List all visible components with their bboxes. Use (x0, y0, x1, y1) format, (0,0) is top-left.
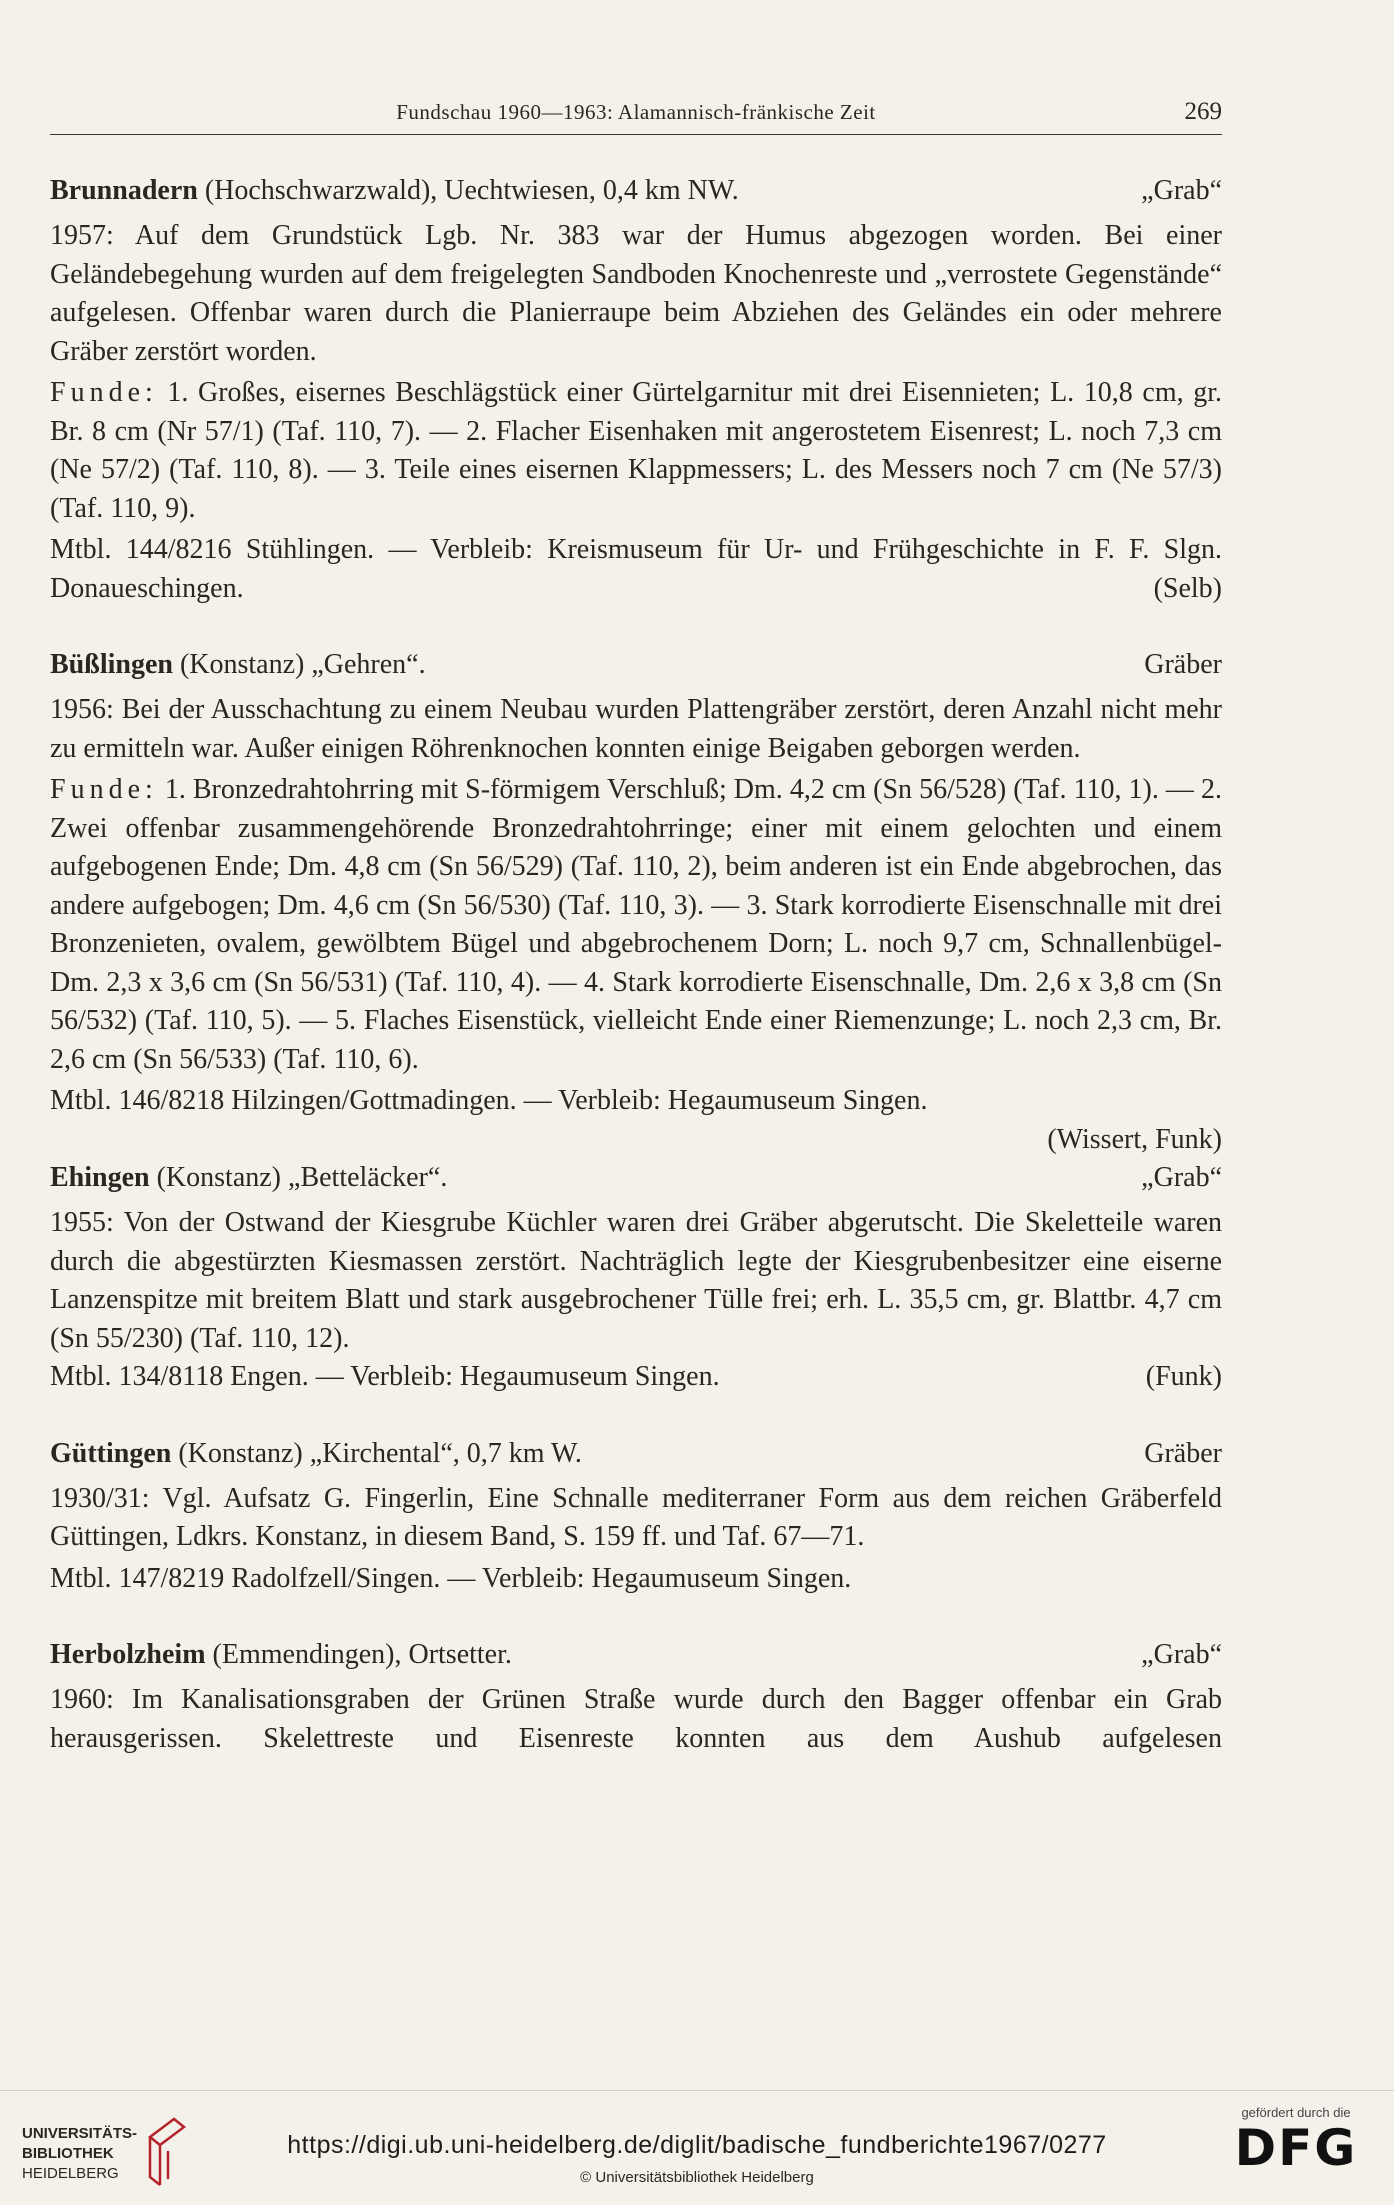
finds-label: Funde: (50, 377, 158, 408)
site-name: Güttingen (50, 1437, 172, 1469)
find-type: Gräber (1144, 1437, 1222, 1469)
finds-text: 1. Bronzedrahtohrring mit S-förmigem Verschluß; Dm. 4,2 cm (Sn 56/528) (Taf. 110, 1). — 2. Zwei offenbar zusammengehörende Bronzedrahtohrringe; einer mit einem gelochten und einem aufgebogenen Ende; Dm. 4,8 cm (Sn 56/529) (Taf. 110, 2), beim anderen ist ein Ende abgebrochen, das andere aufgebogen; Dm. 4,6 cm (Sn 56/530) (Taf. 110, 3). — 3. Stark korrodierte Eisenschnalle mit drei Bronzenieten, ovalem, gewölbtem Bügel und abgebrochenem Dorn; L. noch 9,7 cm, Schnallenbügel-Dm. 2,3 x 3,6 cm (Sn 56/531) (Taf. 110, 4). — 4. Stark korrodierte Eisenschnalle, Dm. 2,6 x 3,8 cm (Sn 56/532) (Taf. 110, 5). — 5. Flaches Eisenstück, vielleicht Ende einer Riemenzunge; L. noch 2,3 cm, Br. 2,6 cm (Sn 56/533) (Taf. 110, 6). (50, 774, 1222, 1075)
running-head (50, 98, 1222, 135)
permalink-url[interactable]: https://digi.ub.uni-heidelberg.de/diglit/badische_fundberichte1967/0277 (287, 2131, 1107, 2159)
author: (Selb) (1153, 572, 1222, 604)
site-entry-buesslingen (50, 646, 1222, 1159)
library-name-line1: UNIVERSITÄTS- (22, 2125, 138, 2142)
digitization-footer (0, 2090, 1394, 2205)
finds-label: Funde: (50, 774, 158, 805)
author: (Funk) (1145, 1361, 1222, 1392)
author: (Wissert, Funk) (1047, 1123, 1222, 1155)
site-locality: (Emmendingen), Ortsetter. (205, 1639, 512, 1670)
find-type: Gräber (1144, 649, 1222, 680)
site-entry-brunnadern (50, 172, 1222, 608)
find-type: „Grab“ (1141, 1162, 1222, 1193)
map-sheet-paragraph: Mtbl. 147/8219 Radolfzell/Singen. — Verbleib: Hegaumuseum Singen. (50, 1562, 852, 1594)
running-head-title: Fundschau 1960—1963: Alamannisch-fränkische Zeit (396, 100, 876, 124)
map-sheet-line (50, 1358, 1222, 1397)
site-entry-guettingen (50, 1435, 1222, 1599)
find-type: „Grab“ (1141, 175, 1222, 206)
dfg-wordmark: DFG (1234, 2119, 1358, 2177)
site-locality: (Konstanz) „Kirchental“, 0,7 km W. (171, 1437, 582, 1469)
entry-heading (50, 1435, 1222, 1477)
map-sheet-text: Mtbl. 134/8118 Engen. — Verbleib: Hegaumuseum Singen. (50, 1361, 720, 1392)
entry-heading (50, 1159, 1222, 1201)
find-type: „Grab“ (1141, 1639, 1222, 1670)
site-name: Brunnadern (50, 175, 198, 206)
copyright-notice: © Universitätsbibliothek Heidelberg (580, 2169, 814, 2186)
entry-heading (50, 172, 1222, 214)
finds-text: 1. Großes, eisernes Beschlägstück einer Gürtelgarnitur mit drei Eisennieten; L. 10,8 cm, gr. Br. 8 cm (Nr 57/1) (Taf. 110, 7). — 2. Flacher Eisenhaken mit angerostetem Eisenrest; L. noch 7,3 cm (Ne 57/2) (Taf. 110, 8). — 3. Teile eines eisernen Klappmessers; L. des Messers noch 7 cm (Ne 57/3) (Taf. 110, 9). (50, 377, 1222, 524)
site-entry-herbolzheim (50, 1636, 1222, 1758)
page-number: 269 (1184, 98, 1222, 125)
report-paragraph: 1960: Im Kanalisationsgraben der Grünen Straße wurde durch den Bagger offenbar ein Grab herausgerissen. Skelettreste und Eisenreste konnten aus dem Aushub aufgelesen (50, 1684, 1222, 1754)
dfg-logo[interactable] (1226, 2105, 1366, 2176)
article-body (50, 172, 1222, 1758)
site-locality: (Hochschwarzwald), Uechtwiesen, 0,4 km NW. (197, 175, 739, 206)
site-locality: (Konstanz) „Betteläcker“. (149, 1162, 448, 1193)
report-paragraph: 1930/31: Vgl. Aufsatz G. Fingerlin, Eine Schnalle mediterraner Form aus dem reichen Gräberfeld Güttingen, Ldkrs. Konstanz, in diesem Band, S. 159 ff. und Taf. 67—71. (50, 1482, 1222, 1552)
funding-note: gefördert durch die (1241, 2105, 1351, 2120)
site-locality: (Konstanz) „Gehren“. (172, 649, 426, 680)
report-paragraph: 1956: Bei der Ausschachtung zu einem Neubau wurden Plattengräber zerstört, deren Anzahl nicht mehr zu ermitteln war. Außer einigen Röhrenknochen konnten einige Beigaben geborgen werden. (50, 694, 1222, 764)
entry-heading (50, 646, 1222, 688)
library-name-line3: HEIDELBERG (22, 2165, 119, 2182)
map-sheet-text: Mtbl. 144/8216 Stühlingen. — Verbleib: Kreismuseum für Ur- und Frühgeschichte in F. F. Slgn. Donaueschingen. (50, 534, 1222, 604)
finds-paragraph (50, 768, 1222, 1079)
site-name: Büßlingen (50, 649, 173, 680)
map-sheet-paragraph (50, 528, 1222, 608)
site-name: Herbolzheim (50, 1639, 206, 1670)
report-paragraph: 1955: Von der Ostwand der Kiesgrube Küchler waren drei Gräber abgerutscht. Die Skeletteile waren durch die abgestürzten Kiesmassen zerstört. Nachträglich legte der Kiesgrubenbesitzer eine eiserne Lanzenspitze mit breitem Blatt und stark ausgebrochener Tülle frei; erh. L. 35,5 cm, gr. Blattbr. 4,7 cm (Sn 55/230) (Taf. 110, 12). (50, 1207, 1222, 1354)
finds-paragraph (50, 371, 1222, 528)
site-entry-ehingen (50, 1159, 1222, 1397)
library-name-line2: BIBLIOTHEK (22, 2145, 114, 2162)
report-paragraph: 1957: Auf dem Grundstück Lgb. Nr. 383 war der Humus abgezogen worden. Bei einer Geländebegehung wurden auf dem freigelegten Sandboden Knochenreste und „verrostete Gegenstände“ aufgelesen. Offenbar waren durch die Planierraupe beim Abziehen des Geländes ein oder mehrere Gräber zerstört worden. (50, 220, 1222, 367)
site-name: Ehingen (50, 1162, 150, 1193)
entry-heading (50, 1636, 1222, 1678)
map-sheet-paragraph: Mtbl. 146/8218 Hilzingen/Gottmadingen. — Verbleib: Hegaumuseum Singen. (50, 1085, 928, 1116)
